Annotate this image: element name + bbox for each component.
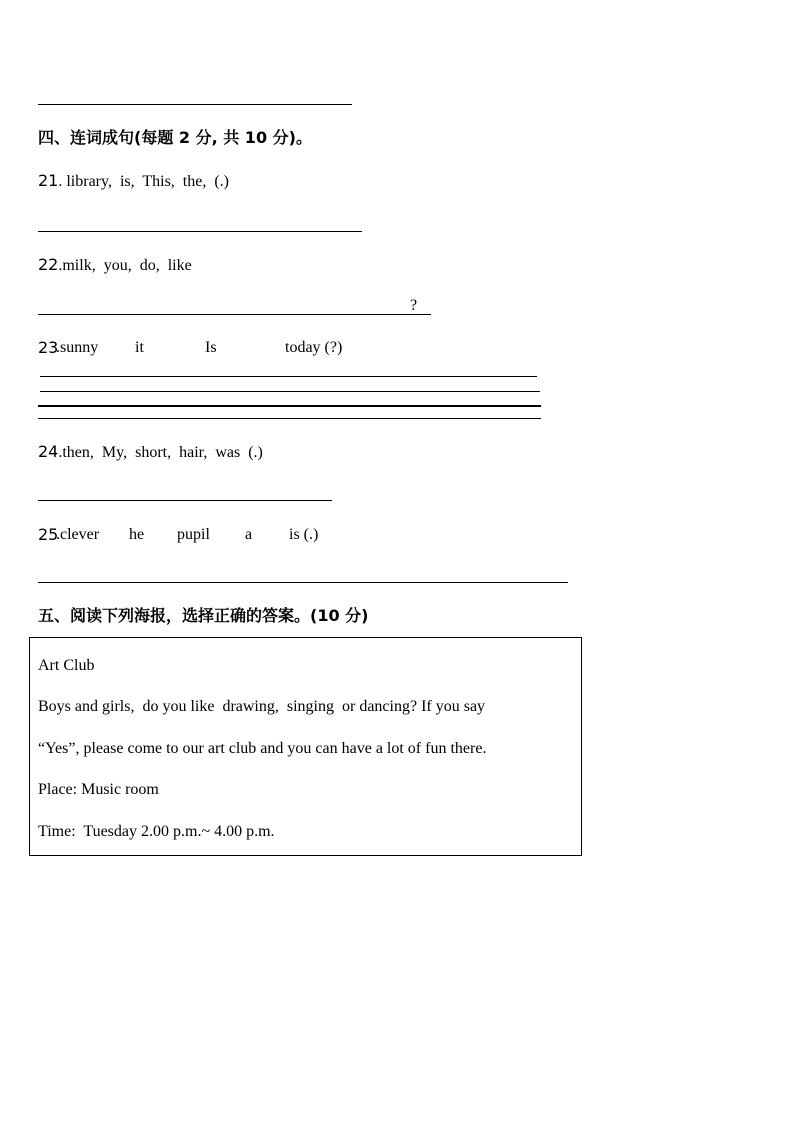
question-24-number: 24 [38,442,59,461]
section-5-heading: 五、阅读下列海报，选择正确的答案。(10 分) [38,606,369,625]
writing-line [40,391,540,392]
answer-line-21[interactable] [38,231,362,232]
answer-line-22[interactable] [38,314,431,315]
question-24 [38,442,263,463]
writing-line [38,405,541,407]
question-25-word: he [129,526,145,543]
poster-line-2: “Yes”, please come to our art club and you can have a lot of fun there. [38,740,487,757]
section-4-heading: 四、连词成句(每题 2 分, 共 10 分)。 [38,128,312,147]
question-25-word: .clever [56,526,100,543]
question-22-number: 22 [38,255,59,274]
question-25-word: pupil [177,526,210,543]
question-22-words: .milk, you, do, like [58,257,192,274]
question-25-word: is (.) [289,526,319,543]
poster-line-1: Boys and girls, do you like drawing, singing or dancing? If you say [38,698,486,715]
question-23-word: Is [205,339,217,356]
question-21-words: . library, is, This, the, (.) [58,173,229,190]
poster-title: Art Club [38,657,95,674]
question-23-word: .sunny [56,339,99,356]
question-25-word: a [245,526,253,543]
question-22-end-mark: ? [410,297,418,314]
writing-line [38,418,541,419]
answer-line-25[interactable] [38,582,568,583]
question-21-number: 21 [38,171,59,190]
poster-time: Time: Tuesday 2.00 p.m.~ 4.00 p.m. [38,823,275,840]
question-23-number: 23 [38,338,59,357]
question-25-number: 25 [38,525,59,544]
question-24-words: .then, My, short, hair, was (.) [58,444,263,461]
question-23-word: it [135,339,144,356]
answer-line-prev[interactable] [38,104,352,105]
question-22 [38,255,192,276]
art-club-poster [29,637,582,856]
answer-line-24[interactable] [38,500,332,501]
poster-place: Place: Music room [38,781,159,798]
answer-line-23[interactable] [40,376,537,377]
question-23-word: today (?) [285,339,343,356]
question-21 [38,171,229,192]
